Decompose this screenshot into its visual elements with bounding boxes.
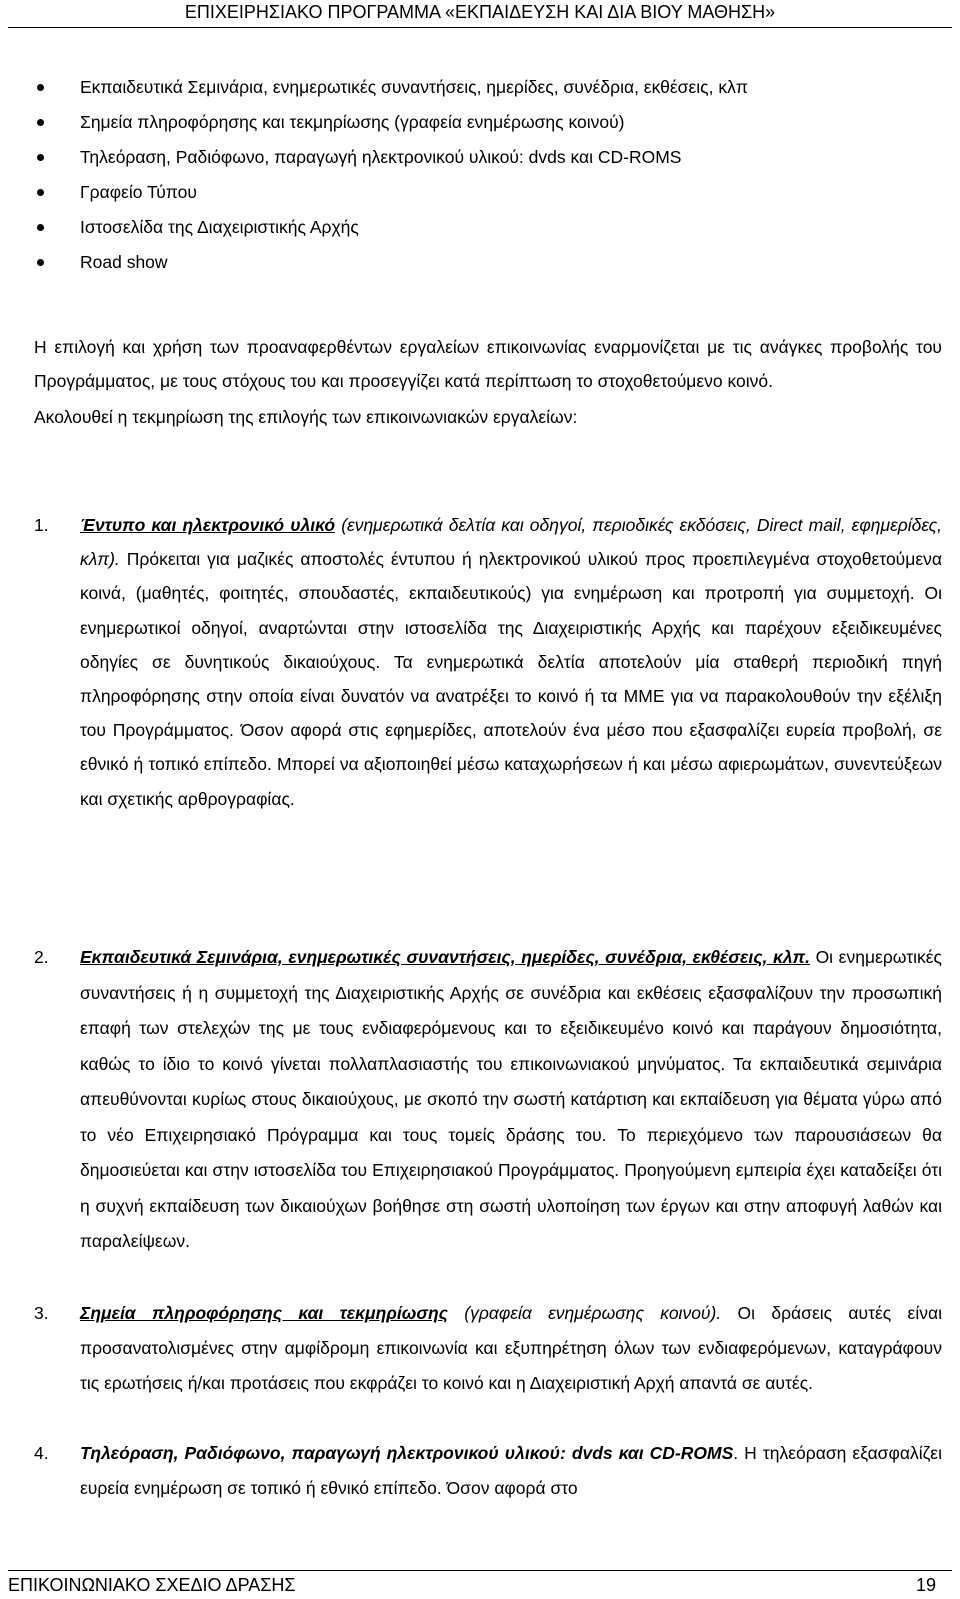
bullet-icon (37, 224, 44, 231)
numbered-item-2 (34, 940, 942, 1260)
bullet-text: Γραφείο Τύπου (80, 182, 197, 202)
item-text: Οι δράσεις αυτές είναι προσανατολισμένες στην αμφίδρομη επικοινωνία και εξυπηρέτηση όλων των ενδιαφερόμενων, καταγράφουν τις ερωτήσεις ή/και προτάσεις που εκφράζει το κοινό και η Διαχειριστική Αρχή απαντά σε αυτές. (80, 1303, 942, 1393)
numbered-item-3 (34, 1296, 942, 1401)
item-lead: Εκπαιδευτικά Σεμινάρια, ενημερωτικές συναντήσεις, ημερίδες, συνέδρια, εκθέσεις, κλπ. (80, 947, 810, 967)
bullet-text: Ιστοσελίδα της Διαχειριστικής Αρχής (80, 217, 359, 237)
header-divider (8, 27, 952, 28)
bullet-text: Σημεία πληροφόρησης και τεκμηρίωσης (γραφεία ενημέρωσης κοινού) (80, 112, 625, 132)
item-lead: Σημεία πληροφόρησης και τεκμηρίωσης (80, 1303, 448, 1323)
bullet-icon (37, 189, 44, 196)
item-text: Οι ενημερωτικές συναντήσεις ή η συμμετοχή της Διαχειριστικής Αρχής σε συνέδρια και εκθέσεις εξασφαλίζουν την προσωπική επαφή των στελεχών της με τους ενδιαφερόμενους και το εξειδικευμένο κοινό και παράγουν δημοσιότητα, καθώς το ίδιο το κοινό γίνεται πολλαπλασιαστής του επικοινωνιακού μηνύματος. Τα εκπαιδευτικά σεμινάρια απευθύνονται κυρίως στους δικαιούχους, με σκοπό την σωστή κατάρτιση και εκπαίδευση για θέματα γύρω από το νέο Επιχειρησιακό Πρόγραμμα και τους τομείς δράσης του. Το περιεχόμενο των παρουσιάσεων θα δημοσιεύεται και στην ιστοσελίδα του Επιχειρησιακού Προγράμματος. Προηγούμενη εμπειρία έχει καταδείξει ότι η συχνή εκπαίδευση των δικαιούχων βοήθησε στη σωστή υλοποίηση των έργων και στην αποφυγή λαθών και παραλείψεων. (80, 947, 942, 1251)
item-body (80, 1436, 942, 1506)
item-lead-paren: (γραφεία ενημέρωσης κοινού). (447, 1303, 722, 1323)
bullet-icon (37, 119, 44, 126)
list-item (0, 70, 960, 105)
list-item (0, 245, 960, 280)
bullet-text: Τηλεόραση, Ραδιόφωνο, παραγωγή ηλεκτρονικού υλικού: dvds και CD-ROMS (80, 147, 682, 167)
page-number: 19 (915, 1575, 936, 1595)
list-item (0, 105, 960, 140)
bullet-icon (37, 259, 44, 266)
bullet-icon (37, 84, 44, 91)
item-body (80, 1296, 942, 1401)
item-lead: Τηλεόραση, Ραδιόφωνο, παραγωγή ηλεκτρονικού υλικού: dvds και CD-ROMS (80, 1443, 734, 1463)
bullet-list (0, 70, 960, 280)
list-item (0, 140, 960, 175)
item-number: 3. (34, 1303, 49, 1323)
list-item (0, 175, 960, 210)
item-number: 2. (34, 947, 49, 967)
numbered-item-1 (34, 508, 942, 816)
intro-follow-line: Ακολουθεί η τεκμηρίωση της επιλογής των επικοινωνιακών εργαλείων: (34, 407, 578, 427)
footer-title: ΕΠΙΚΟΙΝΩΝΙΑΚΟ ΣΧΕΔΙΟ ΔΡΑΣΗΣ (8, 1575, 296, 1595)
footer-divider (8, 1570, 952, 1571)
header-title: ΕΠΙΧΕΙΡΗΣΙΑΚΟ ΠΡΟΓΡΑΜΜΑ «ΕΚΠΑΙΔΕΥΣΗ ΚΑΙ ΔΙΑ ΒΙΟΥ ΜΑΘΗΣΗ» (184, 2, 776, 22)
item-body (80, 940, 942, 1260)
item-lead: Έντυπο και ηλεκτρονικό υλικό (80, 515, 336, 535)
item-text: . Η τηλεόραση εξασφαλίζει ευρεία ενημέρωση σε τοπικό ή εθνικό επίπεδο. Όσον αφορά στο (80, 1443, 942, 1498)
bullet-text: Εκπαιδευτικά Σεμινάρια, ενημερωτικές συναντήσεις, ημερίδες, συνέδρια, εκθέσεις, κλπ (80, 77, 748, 97)
bullet-icon (37, 154, 44, 161)
page-header (0, 0, 960, 26)
bullet-text: Road show (80, 252, 168, 272)
item-lead-paren: (ενημερωτικά δελτία και οδηγοί, περιοδικές εκδόσεις, Direct mail, εφημερίδες, κλπ). (80, 515, 942, 570)
item-number: 4. (34, 1443, 49, 1463)
numbered-item-4 (34, 1436, 942, 1506)
intro-paragraph: Η επιλογή και χρήση των προαναφερθέντων εργαλείων επικοινωνίας εναρμονίζεται με τις ανάγκες προβολής του Προγράμματος, με τους στόχους του και προσεγγίζει κατά περίπτωση το στοχοθετούμενο κοινό. (34, 337, 942, 391)
intro-section (34, 330, 942, 434)
item-body (80, 508, 942, 816)
item-number: 1. (34, 515, 49, 535)
list-item (0, 210, 960, 245)
item-text: Πρόκειται για μαζικές αποστολές έντυπου ή ηλεκτρονικού υλικού προς προεπιλεγμένα στοχοθετούμενα κοινά, (μαθητές, φοιτητές, σπουδαστές, εκπαιδευτικούς) για ενημέρωση και προτροπή για συμμετοχή. Οι ενημερωτικοί οδηγοί, αναρτώνται στην ιστοσελίδα της Διαχειριστικής Αρχής και παρέχουν εξειδικευμένες οδηγίες σε δυνητικούς δικαιούχους. Τα ενημερωτικά δελτία αποτελούν μία σταθερή περιοδική πηγή πληροφόρησης στην οποία είναι δυνατόν να ανατρέξει το κοινό ή τα ΜΜΕ για να παρακολουθούν την εξέλιξη του Προγράμματος. Όσον αφορά στις εφημερίδες, αποτελούν ένα μέσο που εξασφαλίζει ευρεία προβολή, σε εθνικό ή τοπικό επίπεδο. Μπορεί να αξιοποιηθεί μέσω καταχωρήσεων ή και μέσω αφιερωμάτων, συνεντεύξεων και σχετικής αρθρογραφίας. (80, 549, 942, 809)
